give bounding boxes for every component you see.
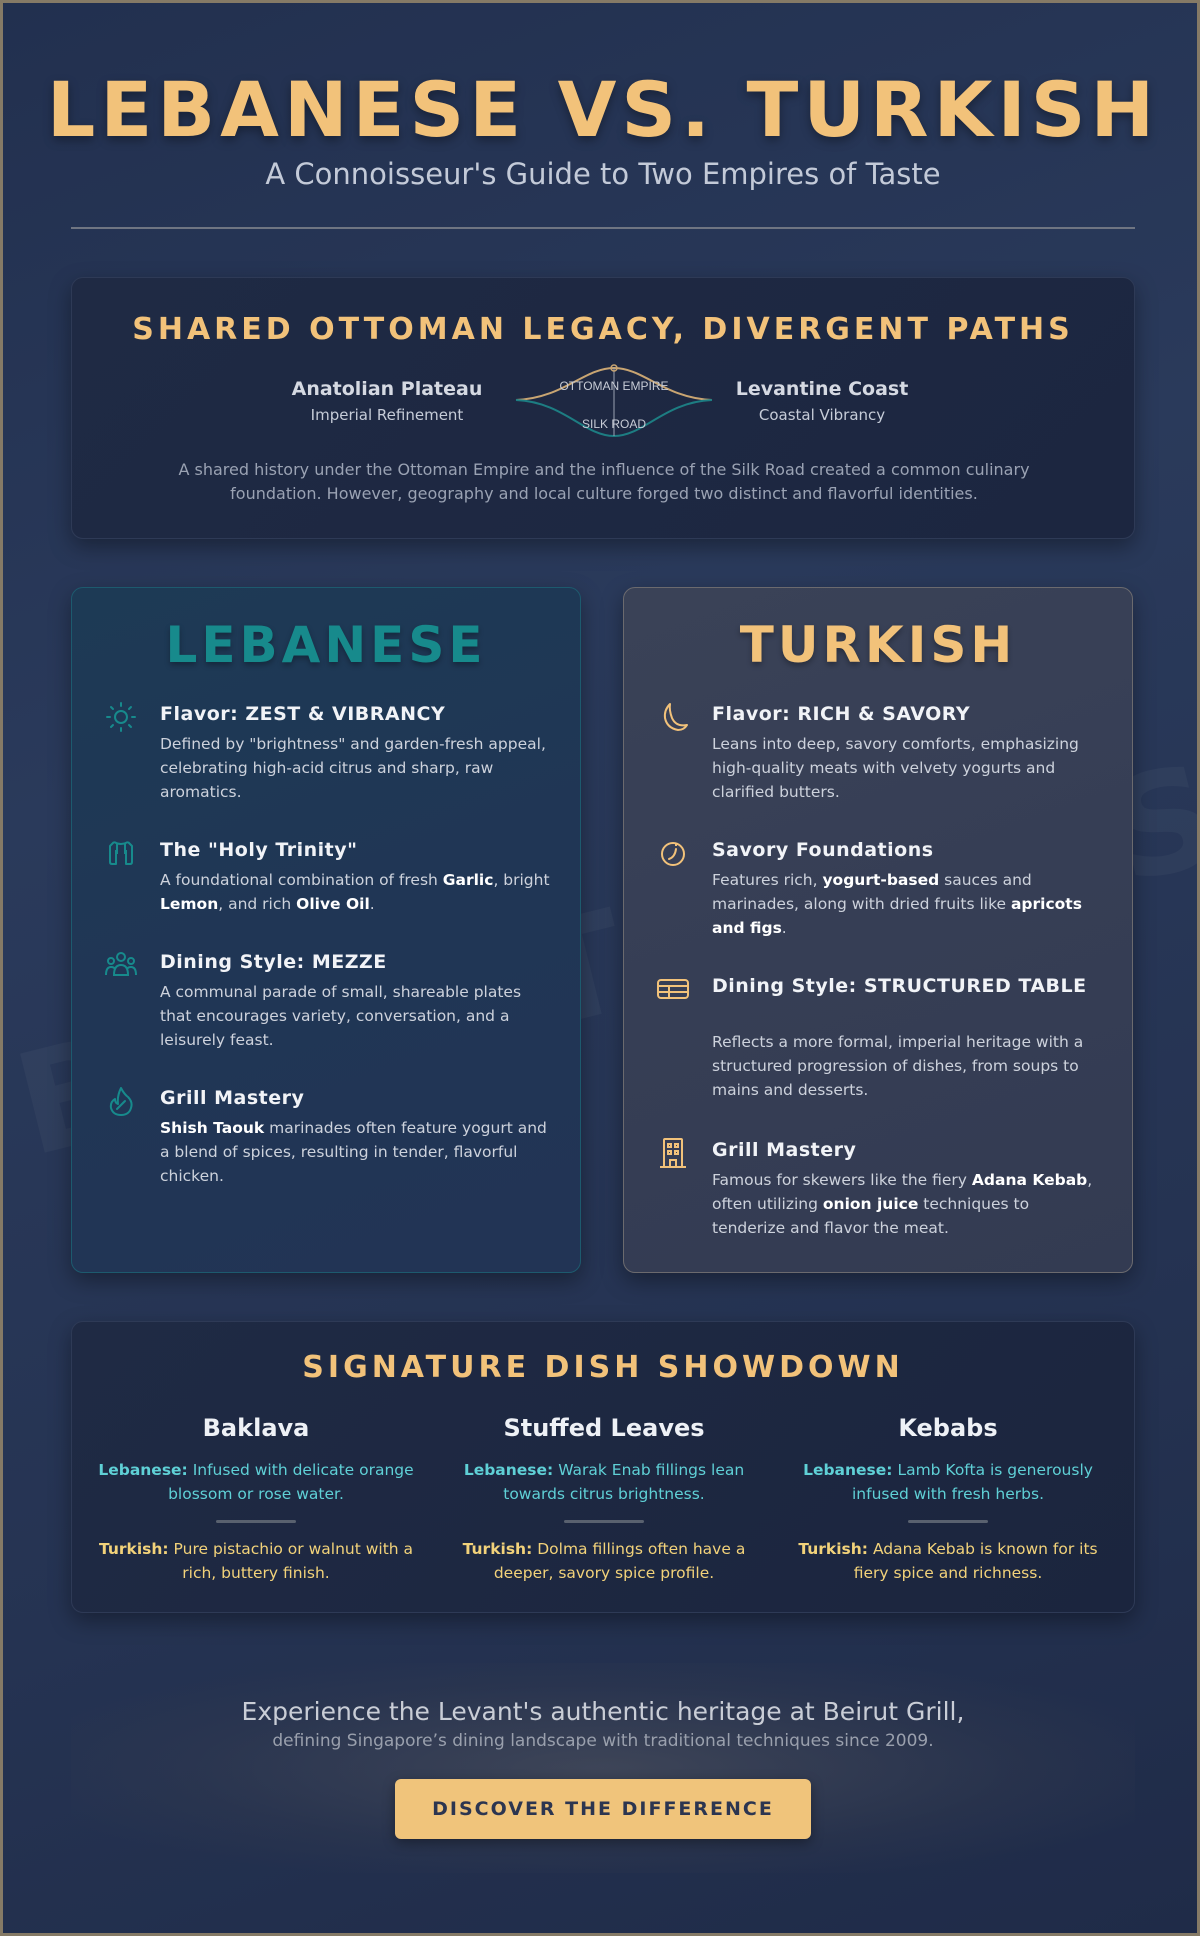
page-subtitle: A Connoisseur's Guide to Two Empires of Taste bbox=[265, 157, 941, 191]
legacy-card bbox=[71, 277, 1135, 539]
lebanese-panel bbox=[71, 587, 581, 1273]
dish-lebanese: Lebanese: Warak Enab fillings lean towards citrus brightness. bbox=[463, 1461, 745, 1503]
feature-title: Savory Foundations bbox=[712, 839, 934, 861]
feature-desc: A communal parade of small, shareable plates that encourages variety, conversation, and a leisurely feast. bbox=[160, 983, 522, 1049]
dish-name: Baklava bbox=[202, 1414, 310, 1442]
feature-title: Grill Mastery bbox=[160, 1087, 305, 1109]
feature-title: Dining Style: STRUCTURED TABLE bbox=[712, 975, 1087, 997]
showdown-card bbox=[71, 1321, 1135, 1613]
feature-desc: Famous for skewers like the fiery Adana Kebab, often utilizing onion juice techniques to tenderize and flavor the meat. bbox=[712, 1171, 1093, 1237]
arc-bottom-label: SILK ROAD bbox=[581, 417, 647, 431]
arc-top-label: OTTOMAN EMPIRE bbox=[559, 379, 669, 393]
feature-desc: Shish Taouk marinades often feature yogurt and a blend of spices, resulting in tender, flavorful chicken. bbox=[160, 1119, 547, 1185]
region-levantine bbox=[722, 378, 922, 424]
region-anatolian bbox=[287, 378, 487, 424]
feature-desc: Reflects a more formal, imperial heritage with a structured progression of dishes, from soups to mains and desserts. bbox=[712, 1033, 1084, 1099]
cta-section bbox=[71, 1663, 1135, 1873]
shirt-icon bbox=[104, 836, 138, 870]
dish-name: Kebabs bbox=[898, 1414, 998, 1442]
sun-icon bbox=[104, 700, 138, 734]
turkish-panel bbox=[623, 587, 1133, 1273]
flame-icon bbox=[104, 1084, 138, 1118]
dish-baklava bbox=[96, 1414, 416, 1585]
cta-headline: Experience the Levant's authentic heritage at Beirut Grill, bbox=[241, 1697, 965, 1726]
feature-desc: A foundational combination of fresh Garlic, bright Lemon, and rich Olive Oil. bbox=[160, 871, 550, 913]
turkish-title: TURKISH bbox=[739, 616, 1017, 674]
feature-title: Dining Style: MEZZE bbox=[160, 951, 387, 973]
lebanese-title: LEBANESE bbox=[165, 616, 487, 674]
region-name: Levantine Coast bbox=[735, 378, 909, 400]
feature-title: Flavor: ZEST & VIBRANCY bbox=[160, 703, 446, 725]
feature-desc: Features rich, yogurt-based sauces and marinades, along with dried fruits like apricots and figs. bbox=[712, 871, 1082, 937]
legacy-description: A shared history under the Ottoman Empire and the influence of the Silk Road created a common culinary foundation. However, geography and local culture forged two distinct and flavorful identities. bbox=[178, 460, 1030, 503]
dish-separator bbox=[564, 1520, 644, 1523]
feature-title: Flavor: RICH & SAVORY bbox=[712, 703, 971, 725]
dish-kebabs bbox=[788, 1414, 1108, 1585]
route-arc-icon bbox=[514, 360, 714, 450]
region-desc: Imperial Refinement bbox=[310, 406, 464, 424]
region-name: Anatolian Plateau bbox=[291, 378, 483, 400]
feature-title: The "Holy Trinity" bbox=[160, 839, 358, 861]
dish-lebanese: Lebanese: Lamb Kofta is generously infused with fresh herbs. bbox=[803, 1461, 1093, 1503]
dish-lebanese: Lebanese: Infused with delicate orange blossom or rose water. bbox=[98, 1461, 414, 1503]
discover-button[interactable]: DISCOVER THE DIFFERENCE bbox=[395, 1779, 811, 1839]
cta-subline: defining Singapore’s dining landscape with traditional techniques since 2009. bbox=[272, 1731, 934, 1751]
feature-desc: Leans into deep, savory comforts, emphasizing high-quality meats with velvety yogurts and clarified butters. bbox=[712, 735, 1079, 801]
dish-turkish: Turkish: Pure pistachio or walnut with a rich, buttery finish. bbox=[98, 1540, 414, 1582]
moon-icon bbox=[656, 700, 690, 734]
page-title: LEBANESE VS. TURKISH bbox=[46, 65, 1160, 154]
people-icon bbox=[104, 948, 138, 982]
dish-separator bbox=[216, 1520, 296, 1523]
header-divider bbox=[71, 227, 1135, 229]
dish-name: Stuffed Leaves bbox=[503, 1414, 705, 1442]
showdown-title: SIGNATURE DISH SHOWDOWN bbox=[302, 1350, 904, 1385]
dish-turkish: Turkish: Adana Kebab is known for its fiery spice and richness. bbox=[798, 1540, 1098, 1582]
dish-stuffed-leaves bbox=[444, 1414, 764, 1585]
table-icon bbox=[656, 972, 690, 1006]
bowl-icon bbox=[656, 836, 690, 870]
feature-desc: Defined by "brightness" and garden-fresh appeal, celebrating high-acid citrus and sharp, raw aromatics. bbox=[160, 735, 546, 801]
feature-title: Grill Mastery bbox=[712, 1139, 857, 1161]
building-icon bbox=[656, 1136, 690, 1170]
dish-separator bbox=[908, 1520, 988, 1523]
legacy-title: SHARED OTTOMAN LEGACY, DIVERGENT PATHS bbox=[132, 312, 1074, 347]
region-desc: Coastal Vibrancy bbox=[758, 406, 886, 424]
dish-turkish: Turkish: Dolma fillings often have a deeper, savory spice profile. bbox=[462, 1540, 746, 1582]
